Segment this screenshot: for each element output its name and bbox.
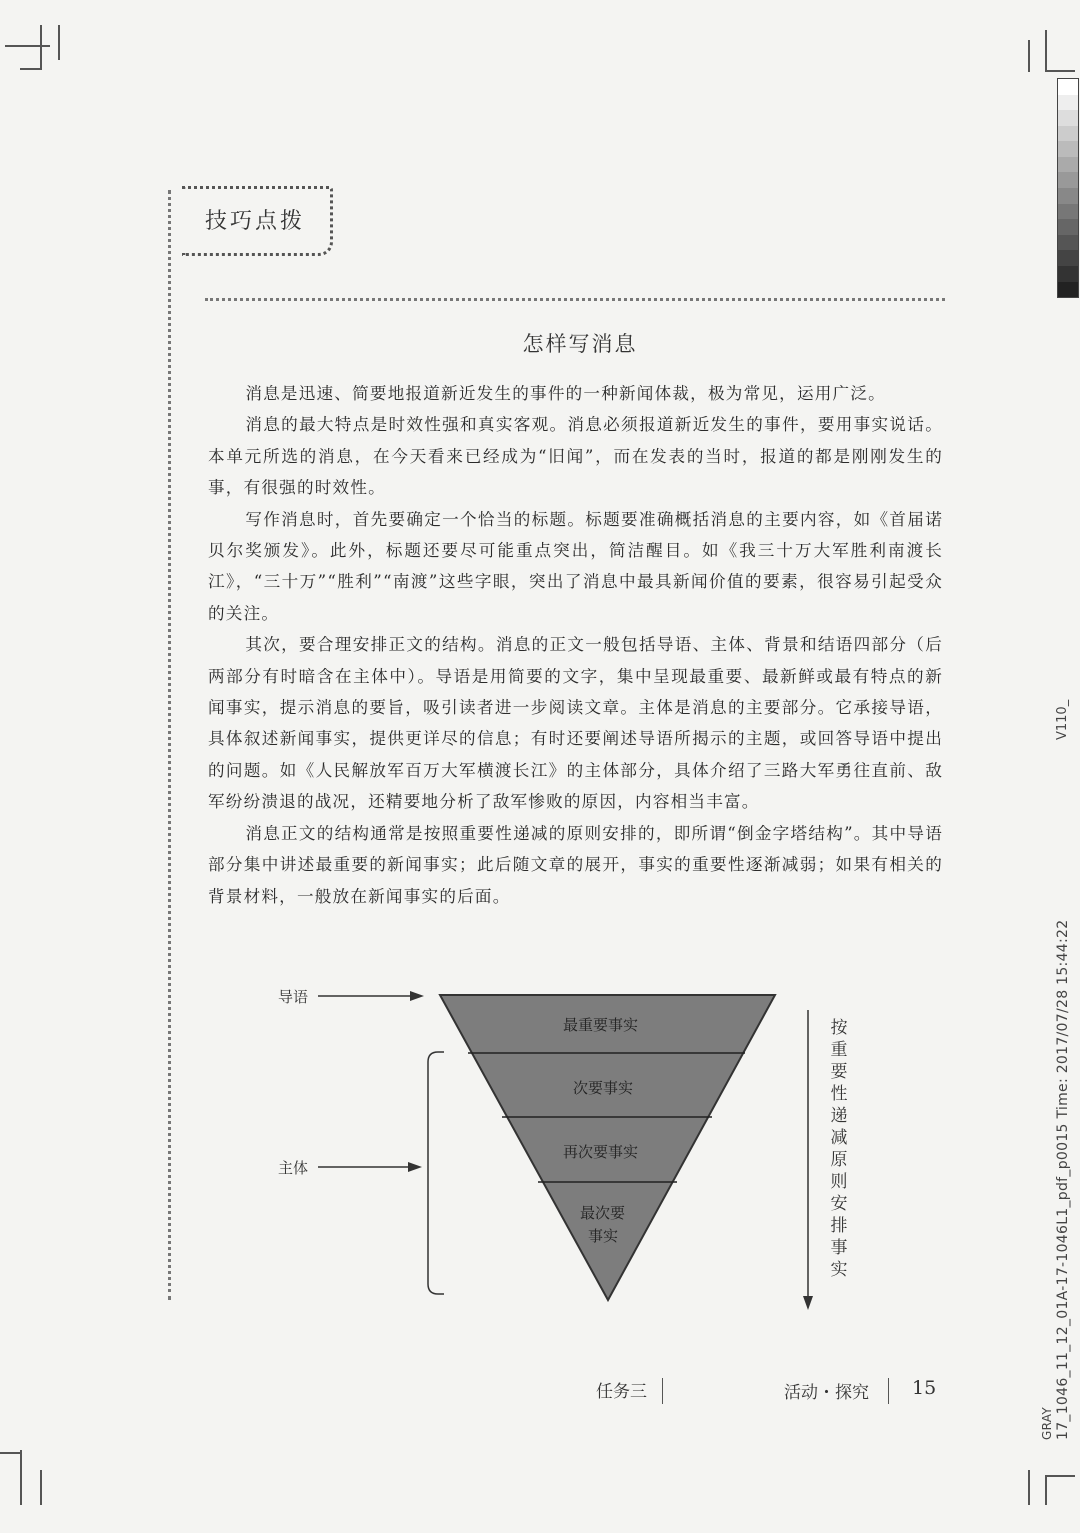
section-tab-title: 技巧点拨 — [205, 209, 306, 234]
paragraph: 消息正文的结构通常是按照重要性递减的原则安排的，即所谓“倒金字塔结构”。其中导语部分集中讲述最重要的新闻事实；此后随文章的展开，事实的重要性逐渐减弱；如果有相关的背景材料，一般放在新闻事实的后面。 — [208, 823, 943, 906]
footer-divider — [888, 1378, 889, 1404]
page-number: 15 — [912, 1377, 937, 1399]
paragraph: 消息的最大特点是时效性强和真实客观。消息必须报道新近发生的事件，要用事实说话。本单元所选的消息，在今天看来已经成为“旧闻”，而在发表的当时，报道的都是刚刚发生的事，有很强的时效性。 — [208, 415, 943, 498]
layer-least-important: 最次要 — [580, 1204, 626, 1222]
article-title: 怎样写消息 — [522, 332, 638, 356]
print-job-line: 17_1046_11_12_01A-17-1046L1_pdf_p0015 Time: 2017/07/28 15:44:22 — [1055, 919, 1071, 1440]
side-note: 按重要性递减原则安排事实 — [830, 1018, 848, 1280]
footer-activity: 活动・探究 — [784, 1383, 869, 1403]
paragraph: 消息是迅速、简要地报道新近发生的事件的一种新闻体裁，极为常见，运用广泛。 — [245, 384, 886, 403]
body-bracket — [428, 1052, 444, 1294]
layer-most-important: 最重要事实 — [563, 1016, 639, 1034]
layer-secondary: 次要事实 — [573, 1079, 634, 1097]
layer-least-important-2: 事实 — [588, 1227, 619, 1245]
layer-tertiary: 再次要事实 — [563, 1143, 639, 1161]
print-code: V110_ — [1055, 699, 1070, 740]
paragraph: 其次，要合理安排正文的结构。消息的正文一般包括导语、主体、背景和结语四部分（后两部分有时暗含在主体中）。导语是用简要的文字，集中呈现最重要、最新鲜或最有特点的新闻事实，提示消息的要旨，吸引读者进一步阅读文章。主体是消息的主要部分。它承接导语，具体叙述新闻事实，提供更详尽的信息；有时还要阐述导语所揭示的主题，或回答导语中提出的问题。如《人民解放军百万大军横渡长江》的主体部分，具体介绍了三路大军勇往直前、敌军纷纷溃退的战况，还精要地分析了敌军惨败的原因，内容相当丰富。 — [208, 635, 943, 812]
label-lead: 导语 — [278, 988, 309, 1006]
footer-divider — [662, 1378, 663, 1404]
lead-arrow-head — [410, 991, 424, 1001]
side-arrow-head — [803, 1296, 813, 1310]
footer-task: 任务三 — [596, 1382, 647, 1402]
body-arrow-head — [408, 1162, 422, 1172]
print-gray-label: GRAY — [1040, 1407, 1054, 1440]
paragraph: 写作消息时，首先要确定一个恰当的标题。标题要准确概括消息的主要内容，如《首届诺贝尔奖颁发》。此外，标题还要尽可能重点突出，简洁醒目。如《我三十万大军胜利南渡长江》，“三十万”“胜利”“南渡”这些字眼，突出了消息中最具新闻价值的要素，很容易引起受众的关注。 — [208, 509, 943, 623]
label-body: 主体 — [278, 1159, 309, 1177]
